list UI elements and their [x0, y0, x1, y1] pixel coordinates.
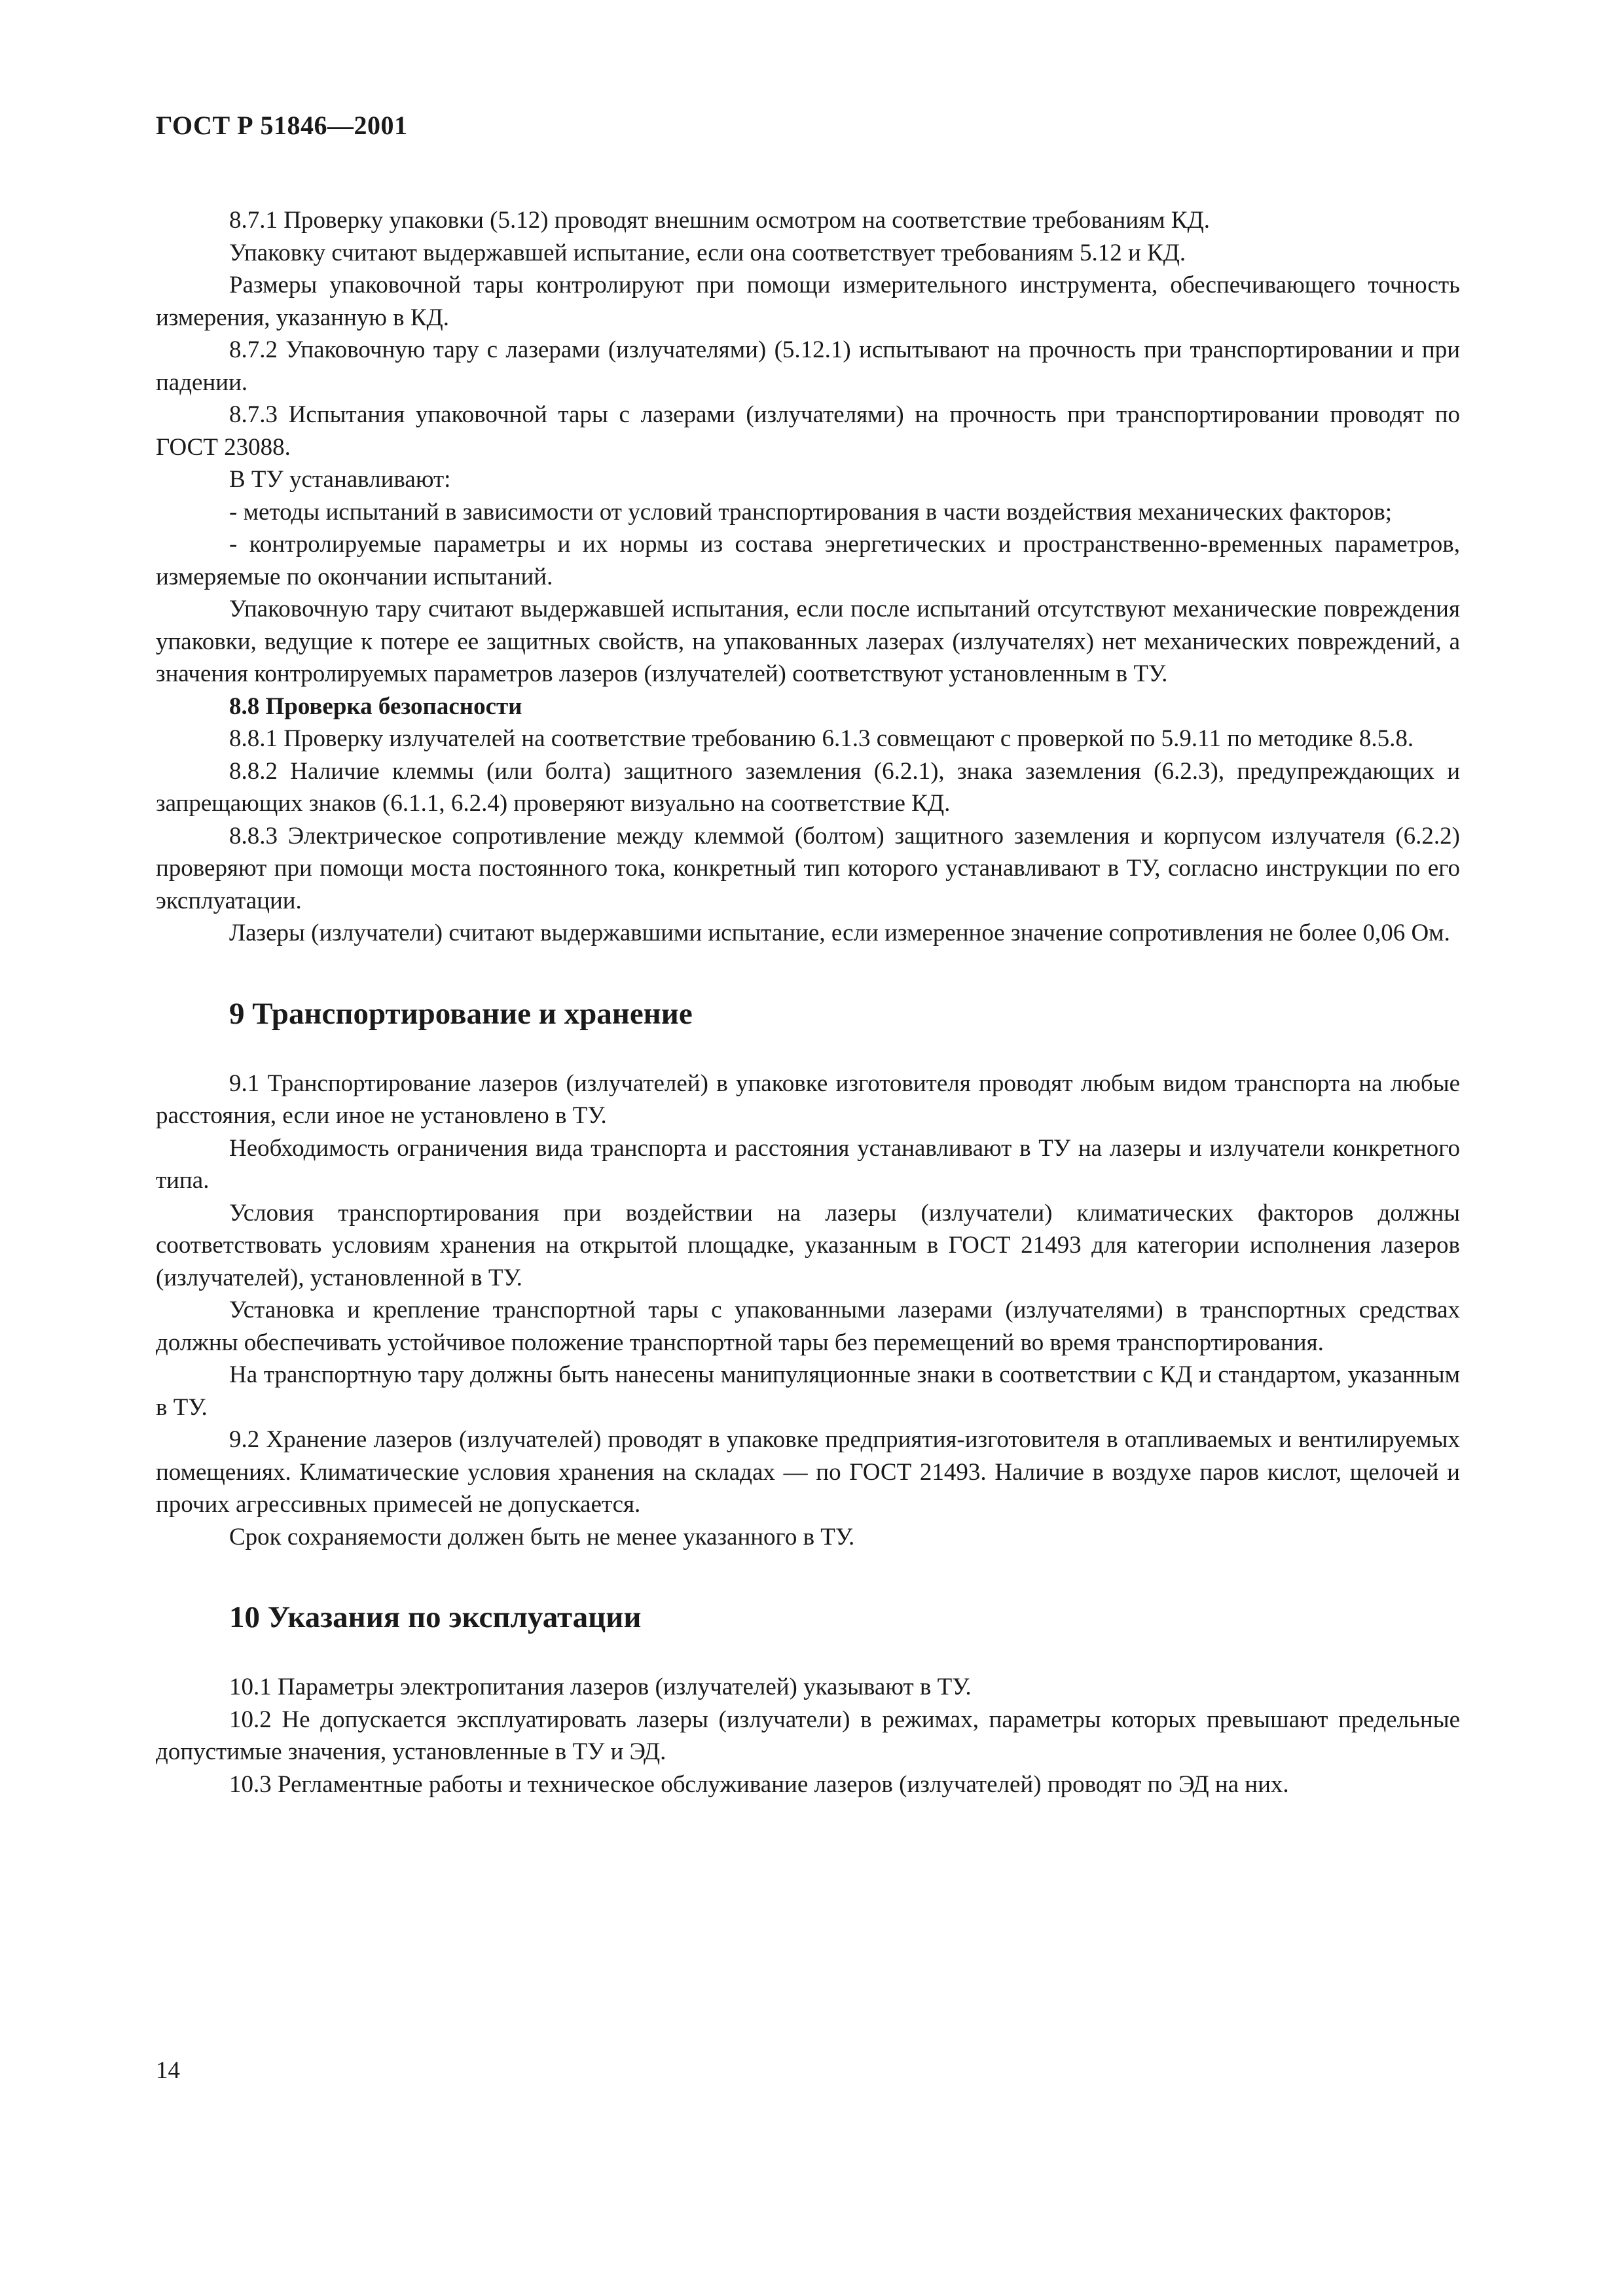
paragraph-9-2: 9.2 Хранение лазеров (излучателей) проводят в упаковке предприятия-изготовителя в отапливаемых и вентилируемых помещениях. Климатические условия хранения на складах — по ГОСТ 21493. Наличие в воздухе паров кислот, щелочей и прочих агрессивных примесей не допускается. — [156, 1426, 1460, 1518]
paragraph-8-7-3: 8.7.3 Испытания упаковочной тары с лазерами (излучателями) на прочность при транспортировании проводят по ГОСТ 23088. — [156, 401, 1460, 461]
paragraph-8-7-2: 8.7.2 Упаковочную тару с лазерами (излучателями) (5.12.1) испытывают на прочность при транспортировании и при падении. — [156, 336, 1460, 396]
list-item: - контролируемые параметры и их нормы из состава энергетических и пространственно-временных параметров, измеряемые по окончании испытаний. — [156, 531, 1460, 590]
paragraph-10-1: 10.1 Параметры электропитания лазеров (излучателей) указывают в ТУ. — [229, 1674, 972, 1700]
document-header: ГОСТ Р 51846—2001 — [156, 111, 408, 140]
paragraph: В ТУ устанавливают: — [229, 466, 451, 493]
paragraph-8-7-1: 8.7.1 Проверку упаковки (5.12) проводят внешним осмотром на соответствие требованиям КД. — [229, 207, 1210, 234]
paragraph: На транспортную тару должны быть нанесены манипуляционные знаки в соответствии с КД и стандартом, указанным в ТУ. — [156, 1361, 1460, 1421]
paragraph-10-3: 10.3 Регламентные работы и техническое обслуживание лазеров (излучателей) проводят по ЭД на них. — [229, 1770, 1289, 1798]
paragraph: Упаковочную тару считают выдержавшей испытания, если после испытаний отсутствуют механические повреждения упаковки, ведущие к потере ее защитных свойств, на упакованных лазерах (излучателях) нет механических повреждений, а значения контролируемых параметров лазеров (излучателей) соответствуют установленным в ТУ. — [156, 596, 1460, 687]
paragraph-9-1: 9.1 Транспортирование лазеров (излучателей) в упаковке изготовителя проводят любым видом транспорта на любые расстояния, если иное не установлено в ТУ. — [156, 1069, 1460, 1129]
paragraph-8-8-3: 8.8.3 Электрическое сопротивление между клеммой (болтом) защитного заземления и корпусом излучателя (6.2.2) проверяют при помощи моста постоянного тока, конкретный тип которого устанавливают в ТУ, согласно инструкции по его эксплуатации. — [156, 822, 1460, 914]
section-heading-10: 10 Указания по эксплуатации — [229, 1600, 642, 1634]
paragraph-8-8-2: 8.8.2 Наличие клеммы (или болта) защитного заземления (6.2.1), знака заземления (6.2.3), предупреждающих и запрещающих знаков (6.1.1, 6.2.4) проверяют визуально на соответствие КД. — [156, 757, 1460, 817]
paragraph-10-2: 10.2 Не допускается эксплуатировать лазеры (излучатели) в режимах, параметры которых превышают предельные допустимые значения, установленные в ТУ и ЭД. — [156, 1706, 1460, 1765]
paragraph: Срок сохраняемости должен быть не менее указанного в ТУ. — [229, 1523, 855, 1551]
paragraph: Лазеры (излучатели) считают выдержавшими испытание, если измеренное значение сопротивления не более 0,06 Ом. — [229, 920, 1450, 946]
document-body — [156, 204, 1460, 1801]
paragraph: Условия транспортирования при воздействии на лазеры (излучатели) климатических факторов должны соответствовать условиям хранения на открытой площадке, указанным в ГОСТ 21493 для категории исполнения лазеров (излучателей), установленной в ТУ. — [156, 1199, 1460, 1291]
paragraph: Упаковку считают выдержавшей испытание, если она соответствует требованиям 5.12 и КД. — [229, 239, 1186, 266]
paragraph: Размеры упаковочной тары контролируют при помощи измерительного инструмента, обеспечивающего точность измерения, указанную в КД. — [156, 272, 1460, 331]
subsection-heading-8-8: 8.8 Проверка безопасности — [229, 692, 522, 720]
paragraph: Установка и крепление транспортной тары с упакованными лазерами (излучателями) в транспортных средствах должны обеспечивать устойчивое положение транспортной тары без перемещений во время транспортирования. — [156, 1297, 1460, 1356]
section-heading-9: 9 Транспортирование и хранение — [229, 996, 693, 1031]
paragraph: Необходимость ограничения вида транспорта и расстояния устанавливают в ТУ на лазеры и излучатели конкретного типа. — [156, 1134, 1460, 1194]
paragraph-8-8-1: 8.8.1 Проверку излучателей на соответствие требованию 6.1.3 совмещают с проверкой по 5.9.11 по методике 8.5.8. — [229, 725, 1414, 752]
page-number: 14 — [156, 2057, 180, 2084]
list-item: - методы испытаний в зависимости от условий транспортирования в части воздействия механических факторов; — [229, 498, 1393, 526]
